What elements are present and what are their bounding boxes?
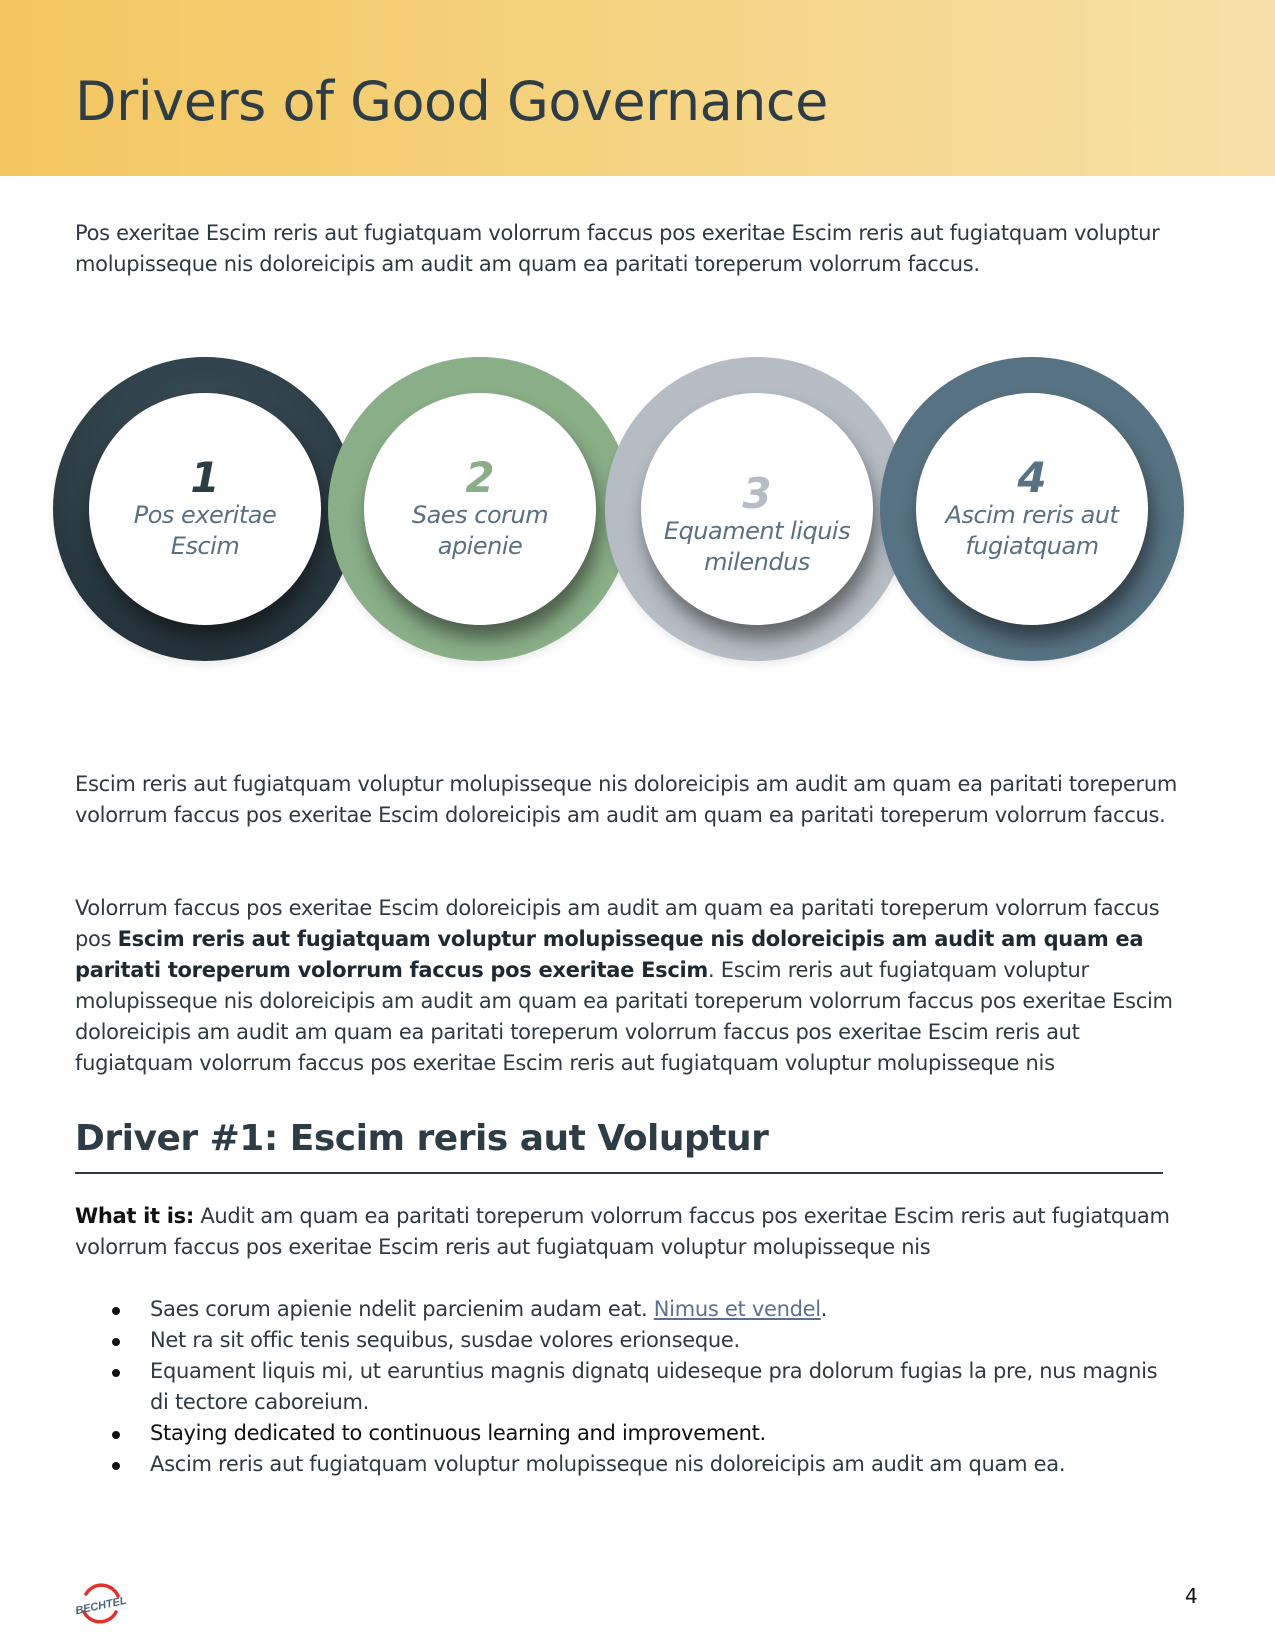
bullet-text: Saes corum apienie ndelit parcienim audam eat.	[150, 1297, 654, 1321]
driver-number: 3	[742, 469, 772, 518]
list-item: Equament liquis mi, ut earuntius magnis dignatq uideseque pra dolorum fugias la pre, nus magnis di tectore caboreium.	[75, 1356, 1165, 1418]
driver-circle-2-inner	[364, 393, 596, 625]
paragraph-text: Volorrum faccus pos exeritae Escim doloreicipis am audit am quam ea paritati toreperum volorrum faccus pos	[75, 896, 1160, 951]
what-it-is-text: Audit am quam ea paritati toreperum volorrum faccus pos exeritae Escim reris aut fugiatquam volorrum faccus pos exeritae Escim reris aut fugiatquam voluptur molupisseque nis	[75, 1204, 1170, 1259]
bechtel-logo	[72, 1582, 130, 1626]
driver-label: Saes corum apienie	[411, 501, 549, 560]
driver-number: 4	[1017, 453, 1047, 502]
header-banner	[0, 0, 1275, 176]
list-item: Ascim reris aut fugiatquam voluptur molupisseque nis doloreicipis am audit am quam ea.	[75, 1449, 1165, 1480]
bullet-text-end: .	[820, 1297, 828, 1321]
driver-number: 1	[190, 453, 220, 502]
nimus-link[interactable]: Nimus et vendel	[653, 1297, 821, 1321]
section-heading: Driver #1: Escim reris aut Voluptur	[75, 1118, 769, 1159]
what-it-is-paragraph	[75, 1201, 1185, 1263]
body-paragraph-1: Escim reris aut fugiatquam voluptur molupisseque nis doloreicipis am audit am quam ea paritati toreperum volorrum faccus pos exeritae Escim doloreicipis am audit am quam ea paritati toreperum volorrum faccus.	[75, 772, 1178, 827]
bullet-list	[75, 1294, 1165, 1480]
page-title: Drivers of Good Governance	[75, 70, 828, 133]
paragraph-bold-text: Escim reris aut fugiatquam voluptur molupisseque nis doloreicipis am audit am quam ea paritati toreperum volorrum faccus pos exeritae Escim	[75, 927, 1144, 982]
driver-label: Equament liquis milendus	[663, 517, 851, 576]
page-number: 4	[1185, 1584, 1198, 1608]
paragraph-text: . Escim reris aut fugiatquam voluptur molupisseque nis doloreicipis am audit am quam ea paritati toreperum volorrum faccus pos exeritae Escim doloreicipis am audit am quam ea paritati toreperum volorrum faccus pos exeritae Escim reris aut fugiatquam volorrum faccus pos exeritae Escim reris aut fugiatquam voluptur molupisseque nis	[75, 958, 1173, 1075]
driver-circle-3-inner	[641, 393, 873, 625]
driver-circle-2	[328, 357, 632, 661]
driver-label: Ascim reris aut fugiatquam	[945, 501, 1119, 560]
driver-circle-3	[605, 357, 909, 661]
list-item	[75, 1294, 1165, 1325]
driver-circle-1	[53, 357, 357, 661]
body-paragraph-2	[75, 893, 1190, 1079]
driver-number: 2	[465, 453, 495, 502]
driver-circle-4-inner	[916, 393, 1148, 625]
list-item: Staying dedicated to continuous learning and improvement.	[75, 1418, 1165, 1449]
driver-circle-4	[880, 357, 1184, 661]
logo-text: BECHTEL	[74, 1594, 128, 1618]
driver-label: Pos exeritae Escim	[133, 501, 277, 560]
what-it-is-label: What it is:	[75, 1204, 194, 1228]
section-divider	[75, 1172, 1163, 1174]
intro-paragraph: Pos exeritae Escim reris aut fugiatquam volorrum faccus pos exeritae Escim reris aut fugiatquam voluptur molupisseque nis doloreicipis am audit am quam ea paritati toreperum volorrum faccus.	[75, 221, 1160, 276]
bechtel-logo-icon	[72, 1582, 130, 1626]
drivers-diagram	[0, 340, 1275, 690]
list-item: Net ra sit offic tenis sequibus, susdae volores erionseque.	[75, 1325, 1165, 1356]
driver-circle-1-inner	[89, 393, 321, 625]
